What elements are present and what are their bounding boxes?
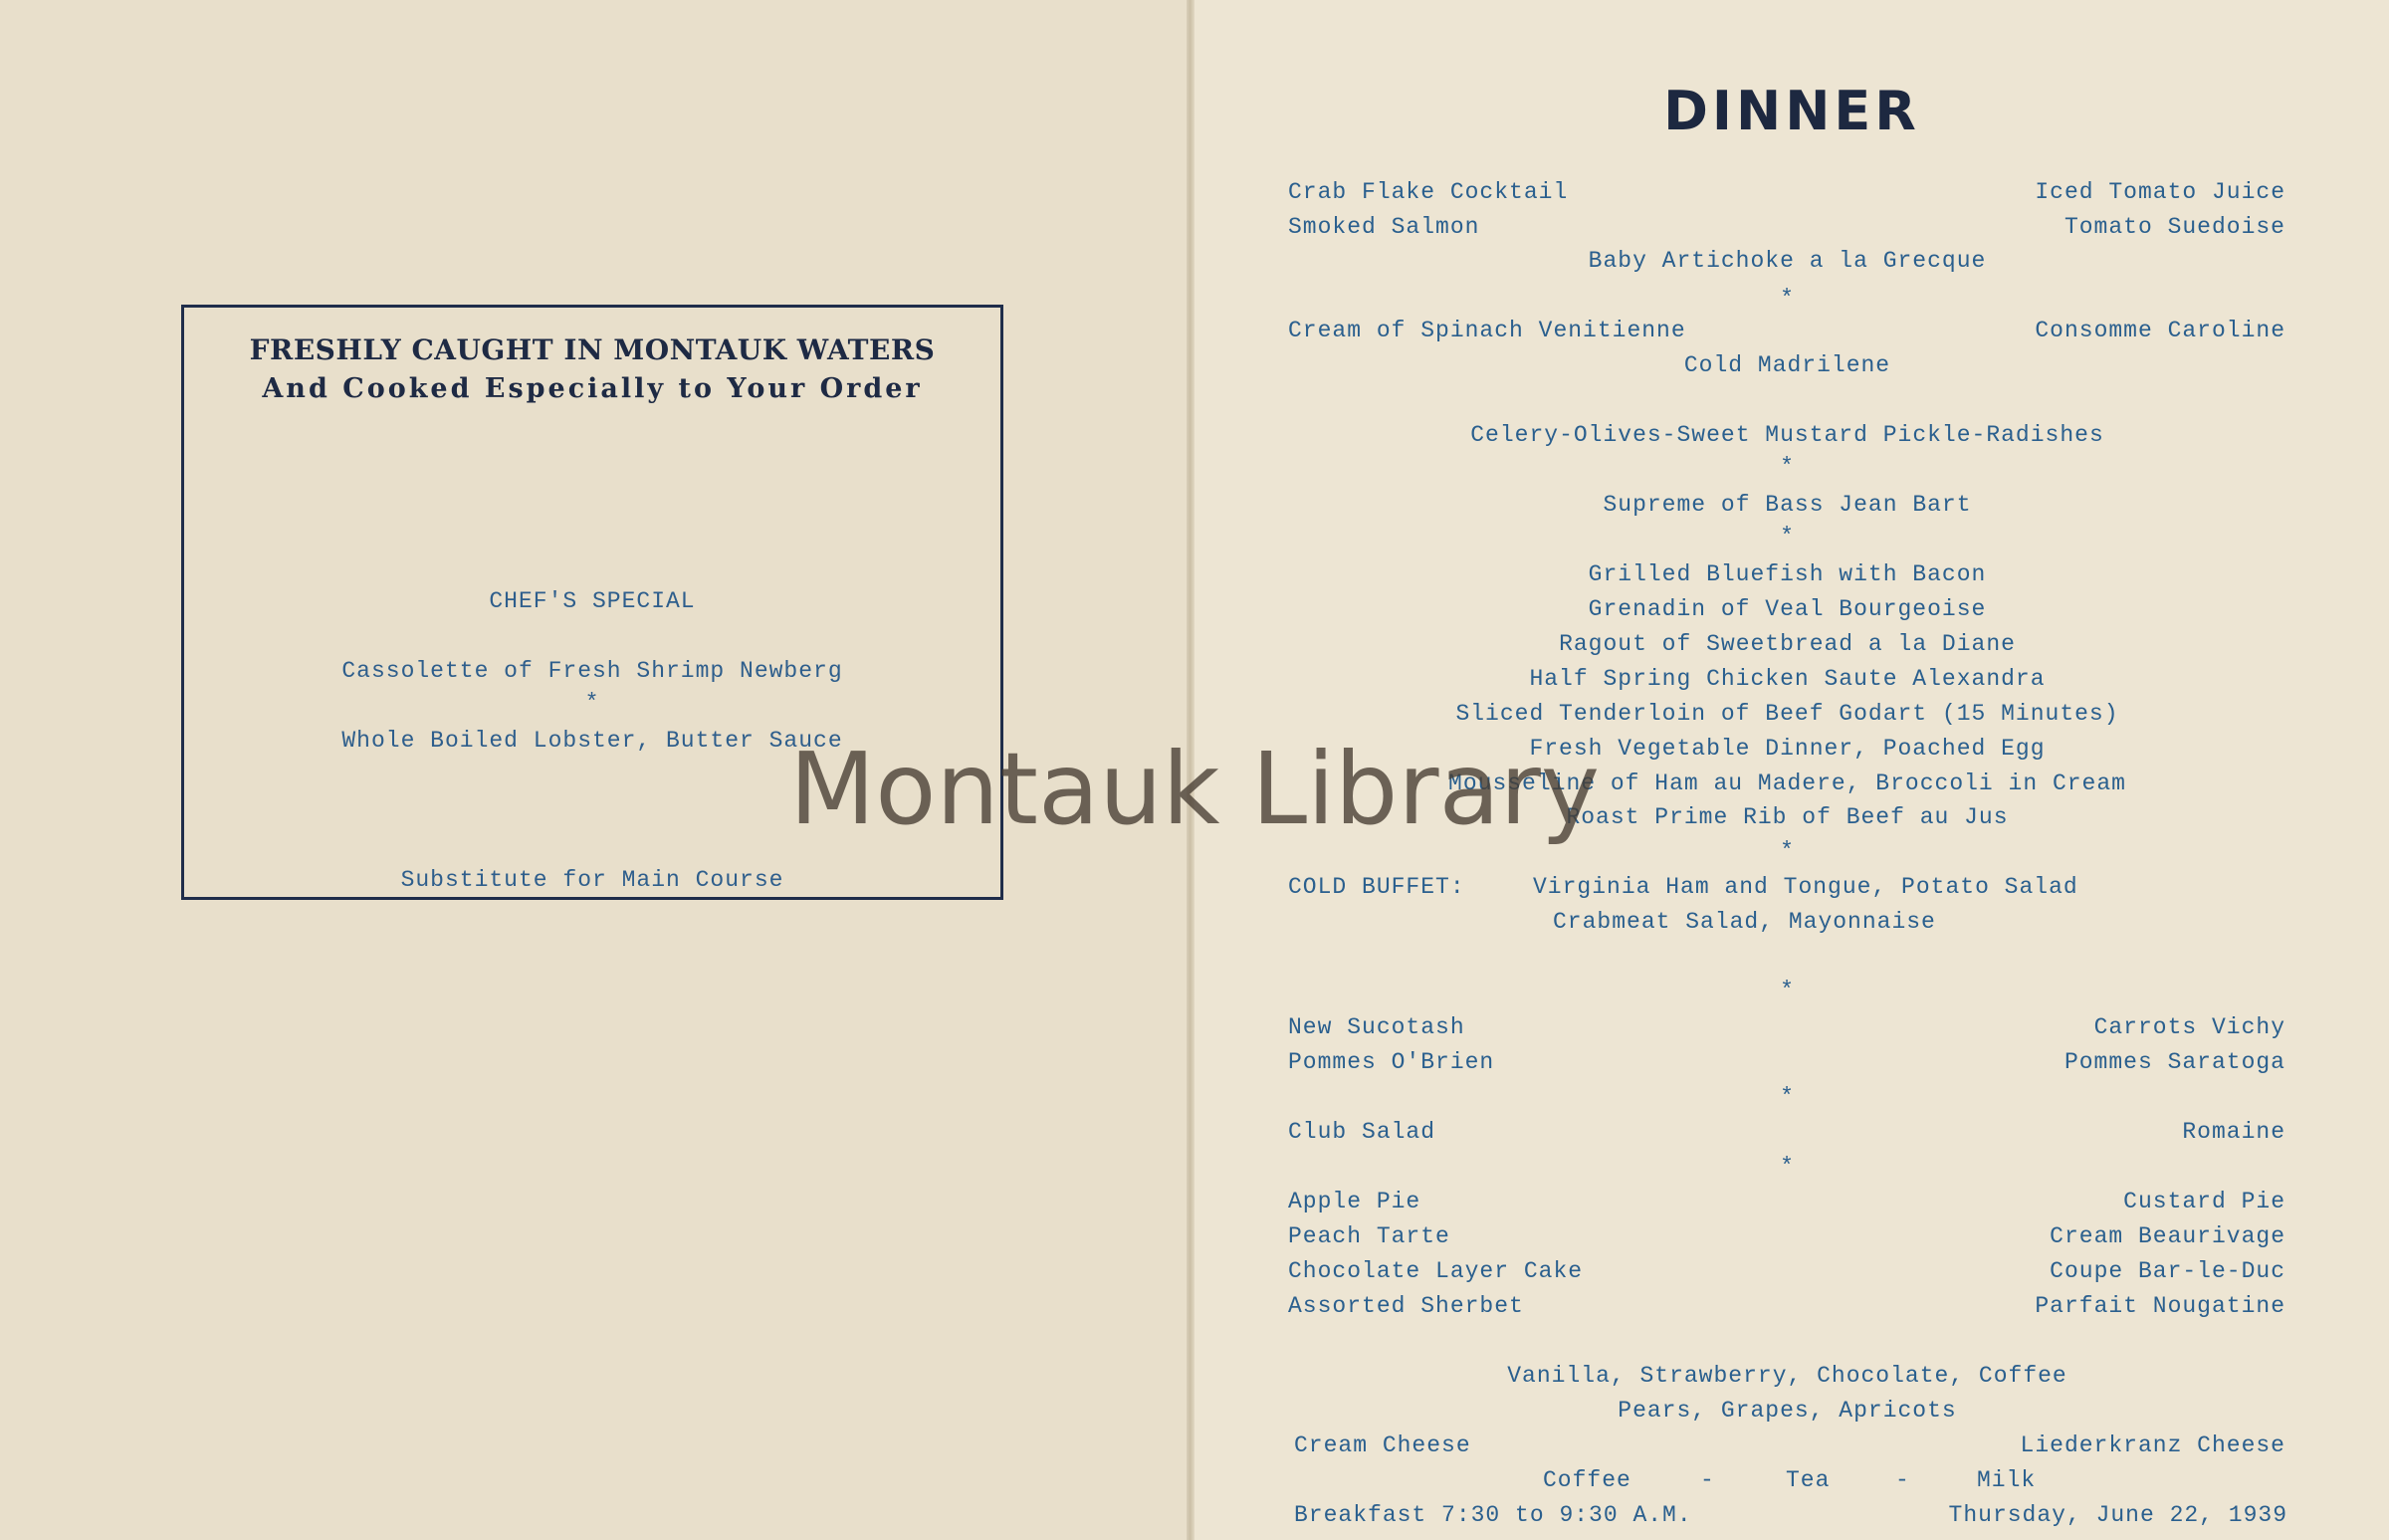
menu-item: Romaine <box>2182 1119 2285 1145</box>
entree-item: Grilled Bluefish with Bacon <box>1588 561 1987 587</box>
beverage-dash: - <box>1700 1467 1715 1493</box>
menu-item: Pommes Saratoga <box>2063 1049 2285 1075</box>
special-item-lobster: Whole Boiled Lobster, Butter Sauce <box>341 728 843 754</box>
menu-item: Liederkranz Cheese <box>2020 1432 2285 1458</box>
box-heading-freshly-caught: FRESHLY CAUGHT IN MONTAUK WATERS <box>249 333 936 366</box>
entree-item: Grenadin of Veal Bourgeoise <box>1588 596 1987 622</box>
special-item-shrimp: Cassolette of Fresh Shrimp Newberg <box>341 658 843 684</box>
dessert-item: Parfait Nougatine <box>2035 1293 2285 1319</box>
entree-item: Roast Prime Rib of Beef au Jus <box>1566 804 2009 830</box>
entree-item: Sliced Tenderloin of Beef Godart (15 Minutes) <box>1455 701 2119 727</box>
chefs-special-title: CHEF'S SPECIAL <box>489 588 696 614</box>
menu-item: Smoked Salmon <box>1288 214 1480 240</box>
beverage-coffee: Coffee <box>1543 1467 1631 1493</box>
special-separator: * <box>584 690 600 716</box>
dessert-item: Chocolate Layer Cake <box>1288 1258 1584 1284</box>
breakfast-hours: Breakfast 7:30 to 9:30 A.M. <box>1294 1502 1692 1528</box>
dessert-item: Assorted Sherbet <box>1288 1293 1524 1319</box>
menu-item: Carrots Vichy <box>2093 1014 2285 1040</box>
menu-item: Baby Artichoke a la Grecque <box>1588 248 1987 274</box>
beverage-dash: - <box>1895 1467 1910 1493</box>
menu-item: Tomato Suedoise <box>2063 214 2285 240</box>
cold-buffet-line1: Virginia Ham and Tongue, Potato Salad <box>1533 874 2078 900</box>
menu-item: Cream Cheese <box>1294 1432 1471 1458</box>
course-separator: * <box>1780 978 1795 1003</box>
menu-date: Thursday, June 22, 1939 <box>1948 1502 2287 1528</box>
menu-item: Club Salad <box>1288 1119 1436 1145</box>
menu-item: Cold Madrilene <box>1683 352 1891 378</box>
dessert-item: Apple Pie <box>1288 1189 1421 1214</box>
entree-item: Ragout of Sweetbread a la Diane <box>1559 631 2016 657</box>
entree-item: Half Spring Chicken Saute Alexandra <box>1529 666 2046 692</box>
course-separator: * <box>1780 286 1795 312</box>
dessert-item: Custard Pie <box>2123 1189 2285 1214</box>
box-heading-cooked-to-order: And Cooked Especially to Your Order <box>262 373 923 404</box>
menu-item: Cream of Spinach Venitienne <box>1288 318 1686 343</box>
cold-buffet-label: COLD BUFFET: <box>1288 874 1465 900</box>
dessert-item: Peach Tarte <box>1288 1223 1450 1249</box>
course-separator: * <box>1780 454 1795 480</box>
course-separator: * <box>1780 838 1795 864</box>
dessert-item: Coupe Bar-le-Duc <box>2050 1258 2285 1284</box>
menu-item: Crab Flake Cocktail <box>1288 179 1569 205</box>
menu-item: New Sucotash <box>1288 1014 1465 1040</box>
course-separator: * <box>1780 524 1795 550</box>
menu-item: Vanilla, Strawberry, Chocolate, Coffee <box>1507 1363 2067 1389</box>
beverage-milk: Milk <box>1977 1467 2037 1493</box>
entree-item: Fresh Vegetable Dinner, Poached Egg <box>1529 736 2046 762</box>
menu-title: DINNER <box>1663 80 1920 142</box>
course-separator: * <box>1780 1154 1795 1180</box>
entree-item: Mousseline of Ham au Madere, Broccoli in Cream <box>1448 770 2126 796</box>
menu-item: Pears, Grapes, Apricots <box>1618 1398 1957 1424</box>
menu-item: Pommes O'Brien <box>1288 1049 1495 1075</box>
library-watermark: Montauk Library <box>788 731 1601 847</box>
menu-item: Consomme Caroline <box>2035 318 2285 343</box>
menu-item: Supreme of Bass Jean Bart <box>1603 492 1972 518</box>
cold-buffet-line2: Crabmeat Salad, Mayonnaise <box>1553 909 1936 935</box>
course-separator: * <box>1780 1084 1795 1110</box>
menu-item: Iced Tomato Juice <box>2035 179 2285 205</box>
beverage-tea: Tea <box>1786 1467 1831 1493</box>
special-footer: Substitute for Main Course <box>400 867 784 893</box>
menu-item: Celery-Olives-Sweet Mustard Pickle-Radishes <box>1470 422 2104 448</box>
dessert-item: Cream Beaurivage <box>2050 1223 2285 1249</box>
